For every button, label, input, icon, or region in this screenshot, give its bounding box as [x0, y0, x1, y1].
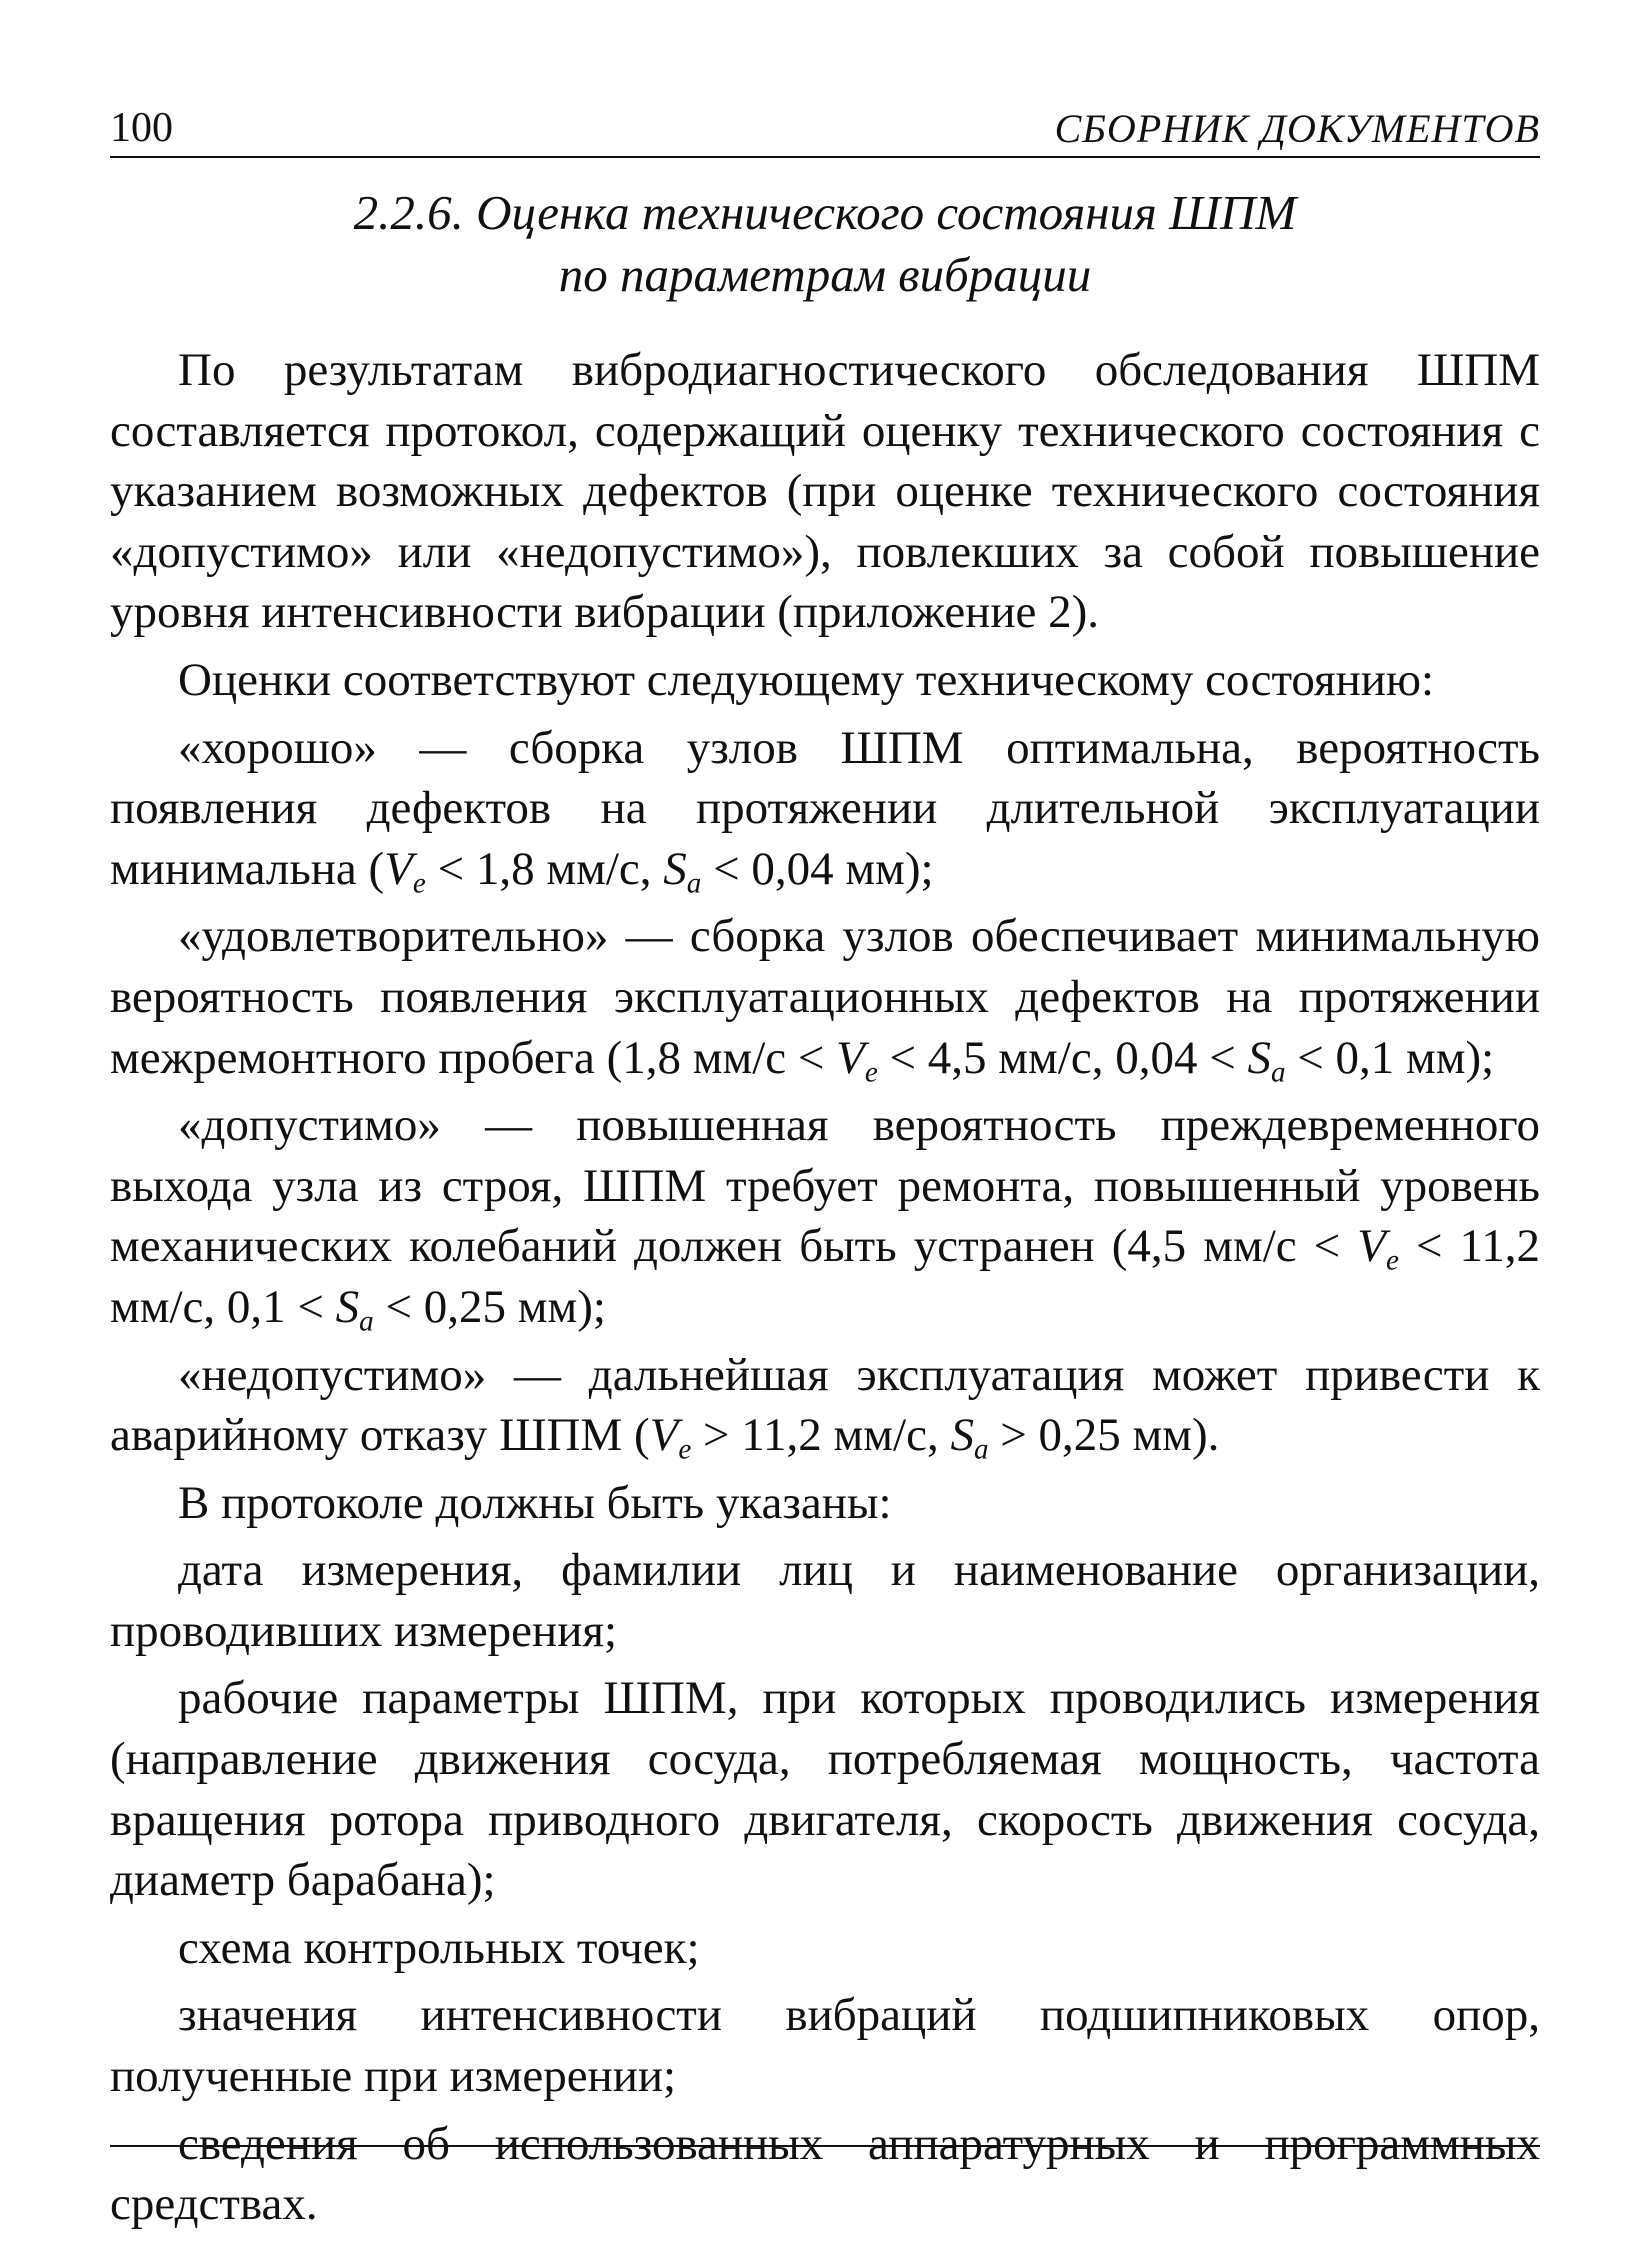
paragraph-unacceptable-mid: > 11,2 мм/с, — [691, 1409, 951, 1462]
paragraph-unacceptable — [110, 1345, 1540, 1466]
paragraph-satisfactory-text: «удовлетворительно» — сборка узлов обеспечивает минимальную вероятность появления эксплуатационных дефектов на протяжении межремонтного пробега (1,8 мм/с < — [110, 910, 1540, 1084]
paragraph-good-text: «хорошо» — сборка узлов ШПМ оптимальна, вероятность появления дефектов на протяжении длительной эксплуатации минимальна ( — [110, 721, 1540, 895]
paragraph-unacceptable-text: «недопустимо» — дальнейшая эксплуатация может привести к аварийному отказу ШПМ ( — [110, 1348, 1540, 1462]
velocity-subscript: e — [412, 867, 426, 900]
paragraph-measurement-date: дата измерения, фамилии лиц и наименование организации, проводивших измерения; — [110, 1544, 1540, 1657]
paragraph-assessments-lead: Оценки соответствуют следующему техническому состоянию: — [178, 653, 1435, 706]
paragraph-operating-parameters: рабочие параметры ШПМ, при которых проводились измерения (направление движения сосуда, потребляемая мощность, частота вращения ротора приводного двигателя, скорость движения сосуда, диаметр барабана); — [110, 1672, 1540, 1907]
velocity-symbol: V — [836, 1031, 865, 1084]
displacement-subscript: a — [973, 1433, 989, 1466]
paragraph-good-mid: < 1,8 мм/с, — [425, 842, 664, 895]
footer-rule — [110, 2145, 1540, 2147]
paragraph-good — [110, 718, 1540, 900]
paragraph-vibration-values: значения интенсивности вибраций подшипниковых опор, полученные при измерении; — [110, 1989, 1540, 2103]
section-title-line-1: 2.2.6. Оценка технического состояния ШПМ — [353, 185, 1297, 240]
paragraph-satisfactory — [110, 906, 1540, 1088]
displacement-subscript: a — [1270, 1056, 1286, 1089]
body-text — [110, 340, 1540, 2235]
displacement-symbol: S — [335, 1280, 360, 1333]
document-page — [110, 96, 1540, 2242]
velocity-subscript: e — [864, 1056, 878, 1089]
page-number: 100 — [110, 105, 173, 151]
section-title — [110, 182, 1540, 306]
paragraph-unacceptable-end: > 0,25 мм). — [988, 1409, 1220, 1462]
displacement-symbol: S — [663, 842, 687, 895]
paragraph-good-end: < 0,04 мм); — [701, 842, 934, 895]
displacement-subscript: a — [686, 867, 702, 900]
paragraph-acceptable — [110, 1095, 1540, 1337]
paragraph-acceptable-end: < 0,25 мм); — [373, 1280, 606, 1333]
displacement-subscript: a — [359, 1305, 374, 1338]
paragraph-acceptable-mid: < 11,2 мм/с, 0,1 < — [110, 1220, 1541, 1333]
velocity-symbol: V — [649, 1409, 679, 1462]
paragraph-control-points: схема контрольных точек; — [178, 1921, 700, 1974]
paragraph-equipment-info: сведения об использованных аппаратурных и программных средствах. — [110, 2117, 1540, 2231]
velocity-symbol: V — [384, 842, 413, 895]
collection-title: СБОРНИК ДОКУМЕНТОВ — [1054, 106, 1540, 151]
running-header — [110, 96, 1540, 158]
paragraph-intro: По результатам вибродиагностического обследования ШПМ составляется протокол, содержащий оценку технического состояния с указанием возможных дефектов (при оценке технического состояния «допустимо» или «недопустимо»), повлекших за собой повышение уровня интенсивности вибрации (приложение 2). — [110, 344, 1540, 639]
velocity-subscript: e — [1385, 1245, 1399, 1278]
displacement-symbol: S — [950, 1409, 974, 1462]
paragraph-satisfactory-mid: < 4,5 мм/с, 0,04 < — [877, 1031, 1248, 1084]
paragraph-acceptable-text: «допустимо» — повышенная вероятность преждевременного выхода узла из строя, ШПМ требует ремонта, повышенный уровень механических колебаний должен быть устранен (4,5 мм/с < — [110, 1099, 1540, 1273]
paragraph-protocol-lead: В протоколе должны быть указаны: — [178, 1476, 892, 1529]
displacement-symbol: S — [1247, 1031, 1271, 1084]
velocity-symbol: V — [1357, 1220, 1386, 1273]
section-title-line-2: по параметрам вибрации — [558, 247, 1092, 302]
velocity-subscript: e — [678, 1433, 692, 1466]
paragraph-satisfactory-end: < 0,1 мм); — [1285, 1031, 1495, 1084]
